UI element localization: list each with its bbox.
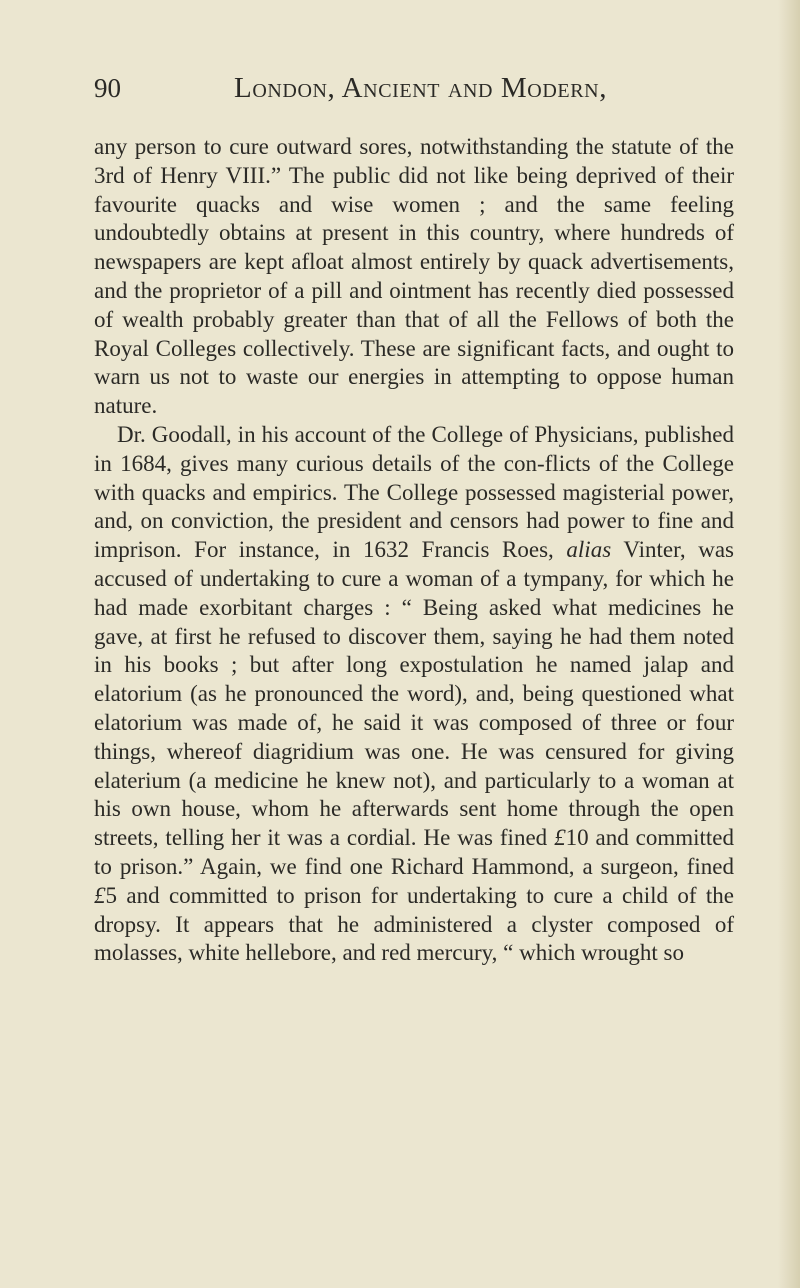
text-run: any person to cure outward sores, notwithstanding the statute of the 3rd of Henry VIII.” The public did not like being deprived of their favourite quacks and wise women ; and the same feeling undoubtedly obtains at present in this country, where hundreds of newspapers are kept afloat almost entirely by quack advertisements, and the proprietor of a pill and ointment has recently died possessed of wealth probably greater than that of all the Fellows of both the Royal Colleges collectively. These are significant facts, and ought to warn us not to waste our energies in attempting to oppose human nature. — [94, 134, 734, 419]
page-number: 90 — [94, 73, 121, 103]
italic-text: £ — [554, 825, 566, 851]
paragraph — [94, 133, 734, 421]
paragraph — [94, 421, 734, 968]
italic-text: alias — [566, 537, 612, 563]
page-edge-shadow — [778, 0, 800, 1288]
running-title: London, Ancient and Modern, — [234, 72, 608, 104]
text-run: Dr. Goodall, in his account of the College of Physicians, published in 1684, gives many curious details of the con-flicts of the College with quacks and empirics. The College possessed magisterial power, and, on conviction, the president and censors had power to fine and imprison. For instance, in 1632 Francis Roes, — [94, 421, 734, 563]
text-run: Vinter, was accused of undertaking to cure a woman of a tympany, for which he had made exorbitant charges : “ Being asked what medicines he gave, at first he refused to discover them, saying he had them noted in his books ; but after long expostulation he named jalap and elatorium (as he pronounced the word), and, being questioned what elatorium was made of, he said it was composed of three or four things, whereof diagridium was one. He was censured for giving elaterium (a medicine he knew not), and particularly to a woman at his own house, whom he afterwards sent home through the open streets, telling her it was a cordial. He was fined — [94, 537, 734, 851]
running-head — [94, 68, 614, 108]
italic-text: £ — [94, 882, 106, 908]
body-text — [94, 133, 734, 968]
text-run: 5 and committed to prison for undertaking to cure a child of the dropsy. It appears that he administered a clyster composed of molasses, white hellebore, and red mercury, “ which wrought so — [94, 882, 734, 966]
text-run: 10 and committed to prison.” Again, we find one Richard Hammond, a surgeon, fined — [94, 825, 734, 879]
